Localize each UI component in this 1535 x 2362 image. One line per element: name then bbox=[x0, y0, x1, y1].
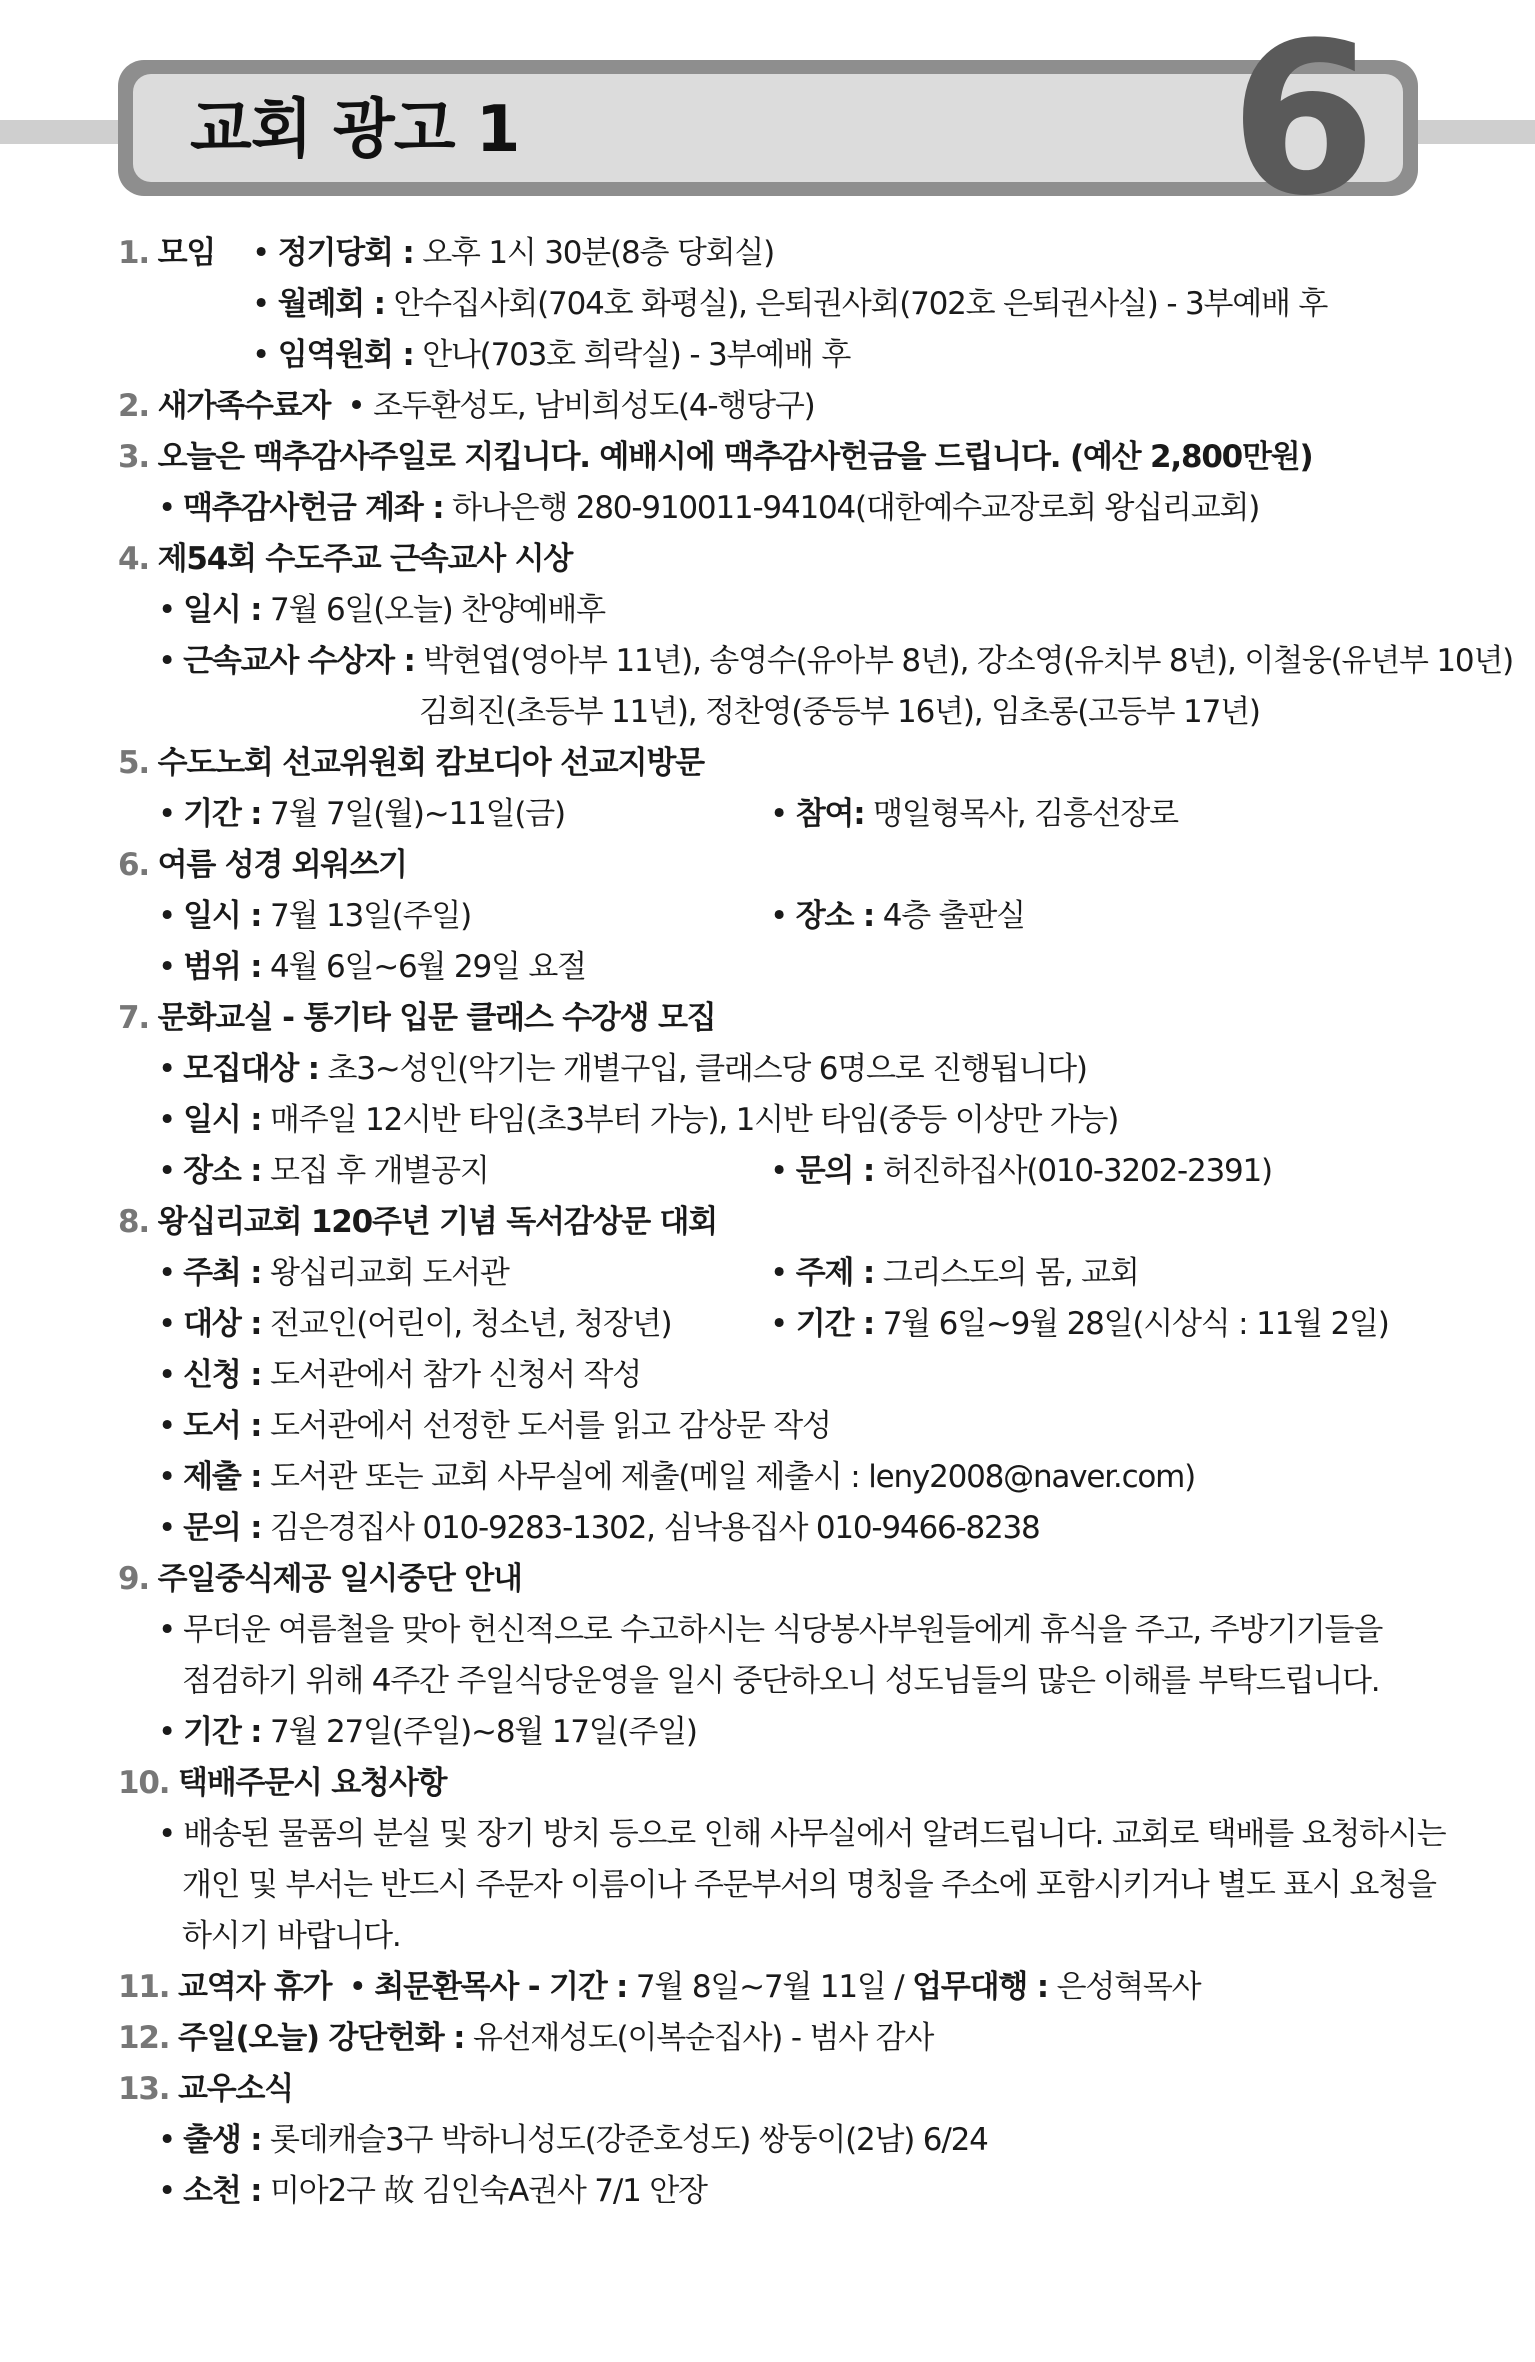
item-1-heading: 1. 모임 • 정기당회 : 오후 1시 30분(8층 당회실) bbox=[118, 235, 774, 271]
item-5-line-1: • 기간 : 7월 7일(월)~11일(금) • 참여: 맹일형목사, 김흥선장로 bbox=[158, 796, 1178, 832]
page-title: 교회 광고 1 bbox=[190, 93, 520, 167]
item-8-line-2: • 대상 : 전교인(어린이, 청소년, 청장년) • 기간 : 7월 6일~9월 28일(시상식 : 11월 2일) bbox=[158, 1306, 1389, 1342]
item-10-paragraph-2: 개인 및 부서는 반드시 주문자 이름이나 주문부서의 명칭을 주소에 포함시키거나 별도 표시 요청을 bbox=[182, 1867, 1436, 1903]
item-9-line-1: • 기간 : 7월 27일(주일)~8월 17일(주일) bbox=[158, 1714, 697, 1750]
item-3-heading: 3. 오늘은 맥추감사주일로 지킵니다. 예배시에 맥추감사헌금을 드립니다. (예산 2,800만원) bbox=[118, 439, 1313, 475]
item-10-paragraph-3: 하시기 바랍니다. bbox=[182, 1918, 401, 1954]
item-4-line-1: • 일시 : 7월 6일(오늘) 찬양예배후 bbox=[158, 592, 605, 628]
item-2-heading: 2. 새가족수료자 • 조두환성도, 남비희성도(4-행당구) bbox=[118, 388, 815, 424]
item-6-line-2: • 범위 : 4월 6일~6월 29일 요절 bbox=[158, 949, 586, 985]
item-3-line-1: • 맥추감사헌금 계좌 : 하나은행 280-910011-94104(대한예수교장로회 왕십리교회) bbox=[158, 490, 1260, 526]
item-8-line-3: • 신청 : 도서관에서 참가 신청서 작성 bbox=[158, 1357, 641, 1393]
item-1-line-2: • 월례회 : 안수집사회(704호 화평실), 은퇴권사회(702호 은퇴권사실) - 3부예배 후 bbox=[252, 286, 1328, 322]
item-7-line-1: • 모집대상 : 초3~성인(악기는 개별구입, 클래스당 6명으로 진행됩니다) bbox=[158, 1051, 1087, 1087]
item-10-heading: 10. 택배주문시 요청사항 bbox=[118, 1765, 447, 1801]
item-7-line-3: • 장소 : 모집 후 개별공지 • 문의 : 허진하집사(010-3202-2391) bbox=[158, 1153, 1272, 1189]
item-10-paragraph-1: • 배송된 물품의 분실 및 장기 방치 등으로 인해 사무실에서 알려드립니다. 교회로 택배를 요청하시는 bbox=[158, 1816, 1446, 1852]
page-number: 6 bbox=[1230, 0, 1377, 242]
item-9-paragraph-2: 점검하기 위해 4주간 주일식당운영을 일시 중단하오니 성도님들의 많은 이해를 부탁드립니다. bbox=[182, 1663, 1380, 1699]
item-1-line-3: • 임역원회 : 안나(703호 희락실) - 3부예배 후 bbox=[252, 337, 851, 373]
item-6-heading: 6. 여름 성경 외워쓰기 bbox=[118, 847, 407, 883]
announcement-list bbox=[118, 228, 1514, 2217]
item-9-heading: 9. 주일중식제공 일시중단 안내 bbox=[118, 1561, 522, 1597]
item-8-line-6: • 문의 : 김은경집사 010-9283-1302, 심낙용집사 010-9466-8238 bbox=[158, 1510, 1040, 1546]
item-12-heading: 12. 주일(오늘) 강단헌화 : 유선재성도(이복순집사) - 범사 감사 bbox=[118, 2020, 934, 2056]
item-13-line-2: • 소천 : 미아2구 故 김인숙A권사 7/1 안장 bbox=[158, 2173, 707, 2209]
item-5-heading: 5. 수도노회 선교위원회 캄보디아 선교지방문 bbox=[118, 745, 704, 781]
item-8-line-4: • 도서 : 도서관에서 선정한 도서를 읽고 감상문 작성 bbox=[158, 1408, 831, 1444]
item-1-title: 모임 bbox=[157, 235, 216, 271]
item-9-paragraph-1: • 무더운 여름철을 맞아 헌신적으로 수고하시는 식당봉사부원들에게 휴식을 주고, 주방기기들을 bbox=[158, 1612, 1383, 1648]
item-11-heading: 11. 교역자 휴가 • 최문환목사 - 기간 : 7월 8일~7월 11일 / 업무대행 : 은성혁목사 bbox=[118, 1969, 1201, 2005]
item-7-heading: 7. 문화교실 - 통기타 입문 클래스 수강생 모집 bbox=[118, 1000, 716, 1036]
item-8-line-1: • 주최 : 왕십리교회 도서관 • 주제 : 그리스도의 몸, 교회 bbox=[158, 1255, 1139, 1291]
item-8-heading: 8. 왕십리교회 120주년 기념 독서감상문 대회 bbox=[118, 1204, 718, 1240]
item-13-heading: 13. 교우소식 bbox=[118, 2071, 293, 2107]
item-13-line-1: • 출생 : 롯데캐슬3구 박하니성도(강준호성도) 쌍둥이(2남) 6/24 bbox=[158, 2122, 988, 2158]
item-8-line-5: • 제출 : 도서관 또는 교회 사무실에 제출(메일 제출시 : leny2008@naver.com) bbox=[158, 1459, 1196, 1495]
item-4-line-2: • 근속교사 수상자 : 박현엽(영아부 11년), 송영수(유아부 8년), 강소영(유치부 8년), 이철웅(유년부 10년) bbox=[158, 643, 1514, 679]
item-7-line-2: • 일시 : 매주일 12시반 타임(초3부터 가능), 1시반 타임(중등 이상만 가능) bbox=[158, 1102, 1119, 1138]
item-6-line-1: • 일시 : 7월 13일(주일) • 장소 : 4층 출판실 bbox=[158, 898, 1025, 934]
item-4-line-3: 김희진(초등부 11년), 정찬영(중등부 16년), 임초롱(고등부 17년) bbox=[419, 694, 1260, 730]
item-4-heading: 4. 제54회 수도주교 근속교사 시상 bbox=[118, 541, 573, 577]
